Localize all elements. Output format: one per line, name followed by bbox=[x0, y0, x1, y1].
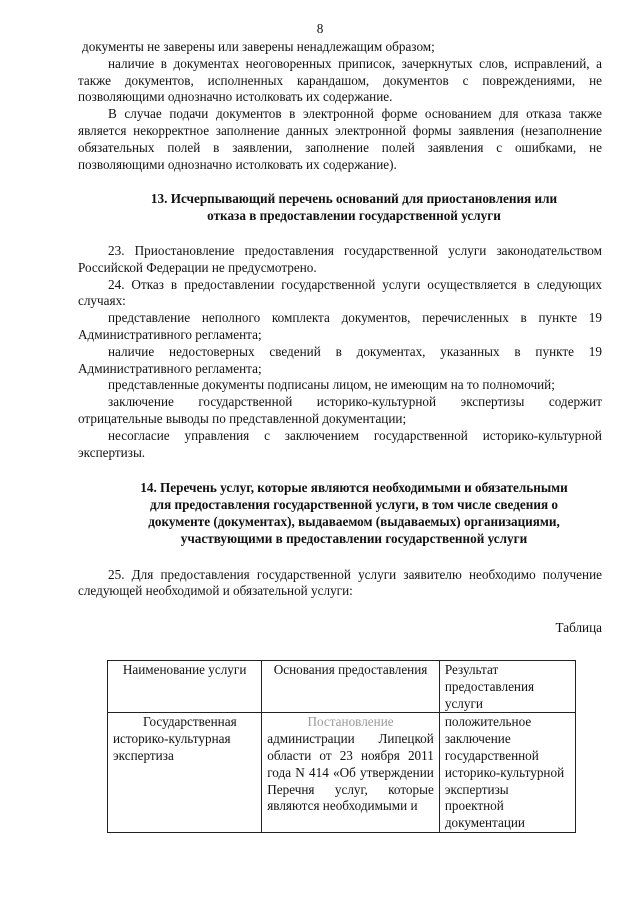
table-header-cell: Основания предоставления bbox=[262, 661, 440, 713]
section-14-heading-line: документе (документах), выдаваемом (выдаваемых) организациями, bbox=[148, 513, 560, 529]
paragraph: 23. Приостановление предоставления государственной услуги законодательством Российской Федерации не предусмотрено. bbox=[78, 242, 602, 275]
section-14-heading-line: 14. Перечень услуг, которые являются необходимыми и обязательными bbox=[140, 480, 568, 496]
paragraph: 25. Для предоставления государственной услуги заявителю необходимо получение следующей необходимой и обязательной услуги: bbox=[78, 566, 602, 599]
table-cell: положительное заключение государственной историко-культурной экспертизы проектной документации bbox=[439, 713, 575, 833]
page-number: 8 bbox=[316, 21, 324, 36]
table-cell bbox=[262, 713, 440, 833]
section-14-heading-line: участвующими в предоставлении государственной услуги bbox=[180, 530, 528, 546]
faded-text: Постановление bbox=[307, 714, 394, 730]
paragraph: заключение государственной историко-культурной экспертизы содержит отрицательные выводы по представленной документации; bbox=[78, 394, 602, 426]
paragraph: представленные документы подписаны лицом, не имеющим на то полномочий; bbox=[108, 377, 555, 393]
table-caption: Таблица bbox=[555, 620, 602, 636]
body-text-top bbox=[78, 39, 602, 637]
paragraph: 24. Отказ в предоставлении государственной услуги осуществляется в следующих случаях: bbox=[78, 276, 602, 309]
section-13-heading-line: 13. Исчерпывающий перечень оснований для приостановления или bbox=[150, 191, 558, 207]
services-table bbox=[107, 660, 576, 833]
table-header-cell: Результат предоставления услуги bbox=[439, 661, 575, 713]
paragraph: документы не заверены или заверены ненадлежащим образом; bbox=[82, 39, 435, 54]
table-header-row bbox=[108, 661, 576, 713]
section-13-heading-line: отказа в предоставлении государственной услуги bbox=[207, 208, 501, 224]
paragraph: В случае подачи документов в электронной форме основанием для отказа также является некорректное заполнение данных электронной формы заявления (незаполнение обязательных полей в заявлении, заполнение полей заявления с ошибками, не позволяющими однозначно истолковать их содержание). bbox=[78, 106, 602, 172]
table-header-cell: Наименование услуги bbox=[108, 661, 262, 713]
table-row bbox=[108, 713, 576, 833]
section-14-heading-line: для предоставления государственной услуги, в том числе сведения о bbox=[150, 497, 558, 513]
paragraph: наличие в документах неоговоренных приписок, зачеркнутых слов, исправлений, а также документов, исполненных карандашом, документов с повреждениями, не позволяющими однозначно истолковать их содержание. bbox=[78, 55, 602, 105]
paragraph: представление неполного комплекта документов, перечисленных в пункте 19 Административного регламента; bbox=[78, 310, 602, 342]
paragraph: несогласие управления с заключением государственной историко-культурной экспертизы. bbox=[78, 427, 602, 460]
paragraph: наличие недостоверных сведений в документах, указанных в пункте 19 Административного регламента; bbox=[78, 343, 602, 376]
table-cell: Государственная историко-культурная экспертиза bbox=[108, 713, 262, 833]
table-cell-text: администрации Липецкой области от 23 ноября 2011 года N 414 «Об утверждении Перечня услуг, которые являются необходимыми и bbox=[267, 731, 434, 814]
